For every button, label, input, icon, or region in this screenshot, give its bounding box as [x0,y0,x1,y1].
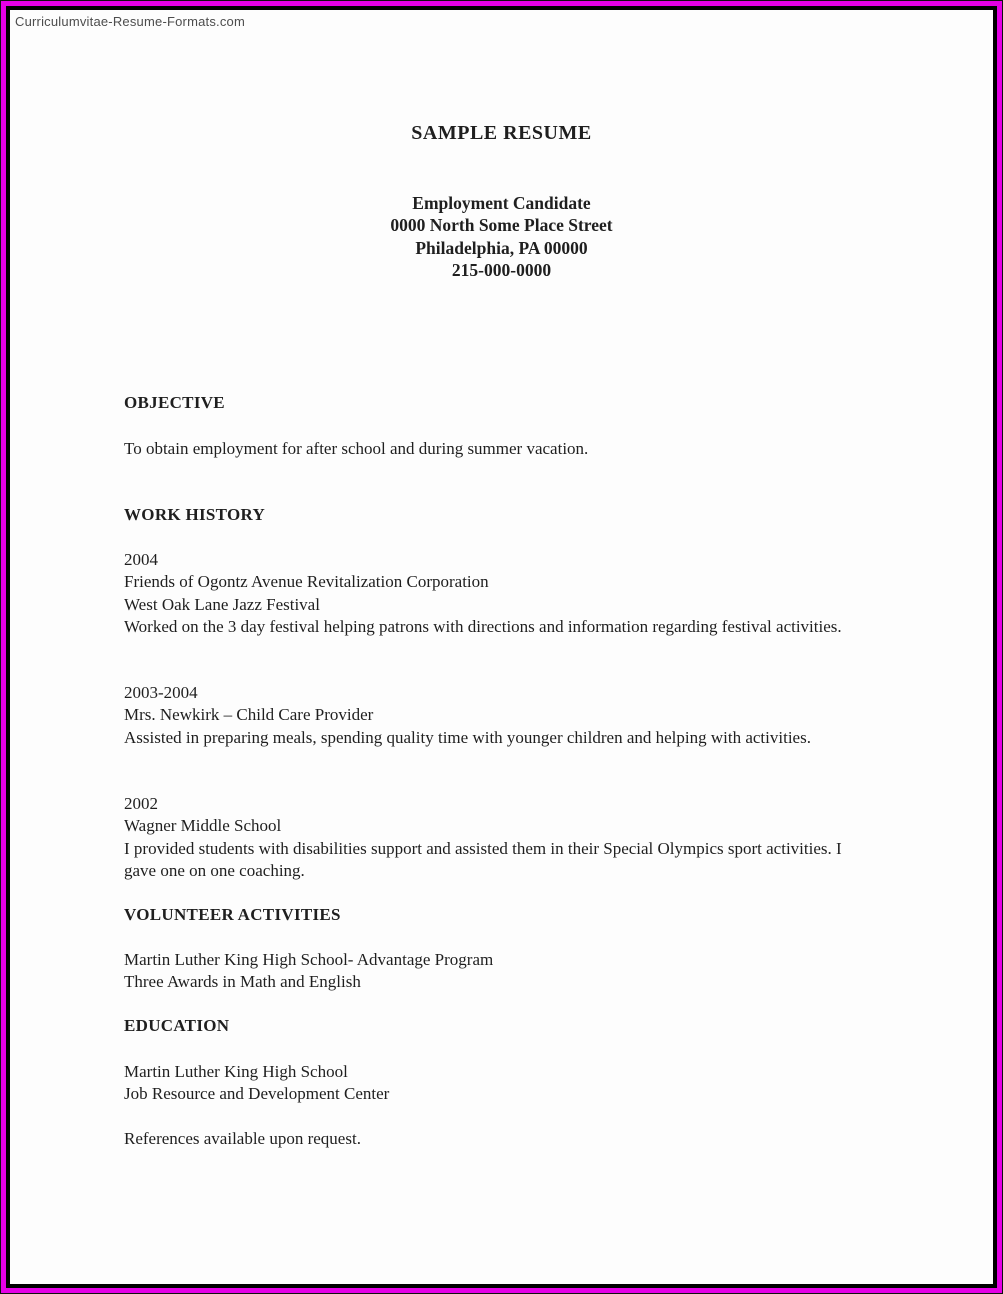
watermark-url: Curriculumvitae-Resume-Formats.com [15,14,246,29]
entry-period: 2002 [124,794,158,813]
work-history-heading: WORK HISTORY [124,505,266,524]
objective-heading: OBJECTIVE [124,393,225,412]
entry-line: I provided students with disabilities support and assisted them in their Special Olympics sport activities. I gave one on one coaching. [124,838,842,881]
contact-phone: 215-000-0000 [451,260,552,281]
entry-line: West Oak Lane Jazz Festival [124,594,320,614]
volunteer-lines [124,949,876,994]
entry-line: Mrs. Newkirk – Child Care Provider [124,705,374,725]
education-heading: EDUCATION [124,1016,230,1035]
entry-line: Wagner Middle School [124,816,282,836]
resume-page [10,10,993,1284]
document-title: SAMPLE RESUME [411,122,592,144]
work-history-entry [124,793,876,883]
work-history-entry [124,549,876,639]
education-line: Martin Luther King High School [124,1062,348,1081]
entry-line: Assisted in preparing meals, spending quality time with younger children and helping with activities. [124,727,811,747]
contact-block [10,192,993,282]
volunteer-line: Three Awards in Math and English [124,972,361,992]
page-magenta-border [1,1,1002,1293]
entry-line: Worked on the 3 day festival helping patrons with directions and information regarding festival activities. [124,617,842,637]
contact-street: 0000 North Some Place Street [390,215,613,236]
work-history-entry [124,682,876,749]
education-line: Job Resource and Development Center [124,1084,390,1104]
references-line: References available upon request. [124,1129,361,1148]
page-inner-border [6,6,997,1288]
education-lines [124,1061,876,1106]
objective-text: To obtain employment for after school and during summer vacation. [124,439,589,458]
candidate-name: Employment Candidate [412,193,591,213]
entry-line: Friends of Ogontz Avenue Revitalization Corporation [124,572,489,592]
volunteer-heading: VOLUNTEER ACTIVITIES [124,905,341,924]
entry-period: 2003-2004 [124,683,198,702]
entry-period: 2004 [124,550,158,569]
contact-city: Philadelphia, PA 00000 [415,237,588,258]
volunteer-line: Martin Luther King High School- Advantage Program [124,950,494,969]
